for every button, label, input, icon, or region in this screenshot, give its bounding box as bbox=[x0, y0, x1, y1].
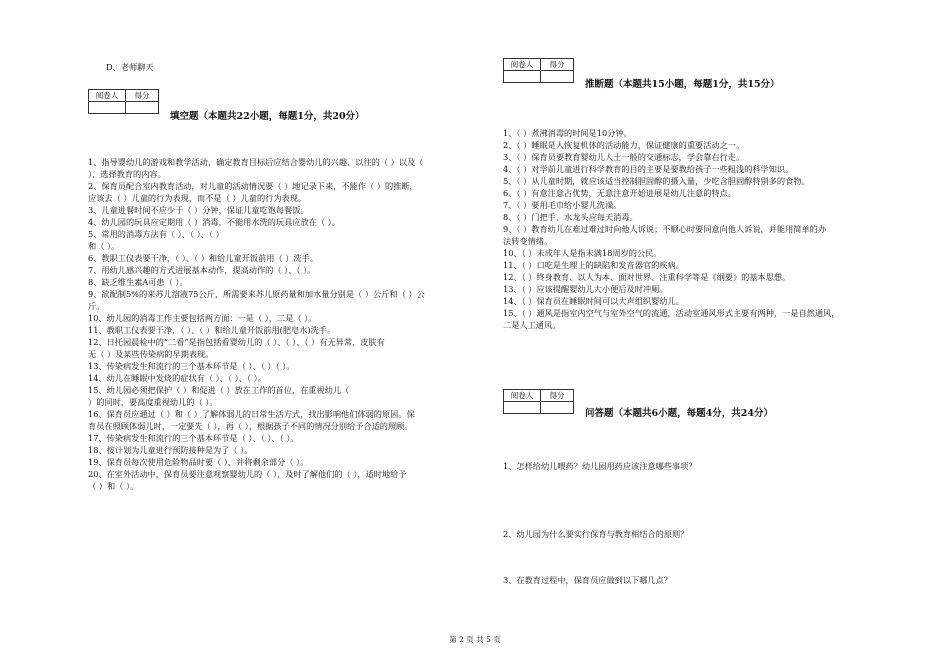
score-cell[interactable] bbox=[541, 71, 574, 83]
question-line: 13、（ ）应该提醒婴幼儿大小便后及时冲厕。 bbox=[503, 284, 668, 294]
question-line: 11、教职工仪表要干净，（ ）、（ ）和给儿童开饭前用(肥皂水)洗手。 bbox=[88, 325, 336, 335]
reviewer-label: 阅卷人 bbox=[504, 59, 541, 71]
question-line: 4、（ ）对学前儿童进行科学教育的目的主要是要教给孩子一些粗浅的科学知识。 bbox=[503, 164, 794, 174]
qa-question-3: 3、在教育过程中，保育员应做到以下哪几点？ bbox=[503, 575, 672, 585]
question-line: 斤。 bbox=[88, 301, 105, 311]
question-line: 8、（ ）门把手、水龙头应每天消毒。 bbox=[503, 212, 638, 222]
question-line: 13、传染病发生和流行的三个基本环节是（ ）、（ ）（ ）。 bbox=[88, 361, 295, 371]
question-line: 15、幼儿园必须把保护（ ）和促进（ ）放在工作的首位，在重视幼儿（ bbox=[88, 385, 350, 395]
question-line: 4、幼儿园的玩具应定期用（ ）消毒，不能用水洗的玩具应放在（ ）。 bbox=[88, 217, 340, 227]
question-line: 19、保育员每次使用危险物品时要（ ），并将剩余部分（ ）。 bbox=[88, 457, 309, 467]
score-box bbox=[88, 89, 159, 114]
judgment-questions bbox=[503, 127, 839, 331]
fill-in-questions bbox=[88, 156, 425, 492]
previous-option: D、老师聊天 bbox=[106, 62, 154, 72]
question-line: 无（ ）及某些传染病的早期表现。 bbox=[88, 349, 214, 359]
score-label: 得分 bbox=[126, 90, 159, 102]
question-line: 10、幼儿园的消毒工作主要包括两方面：一是（ ），二是（ ）。 bbox=[88, 313, 317, 323]
reviewer-cell[interactable] bbox=[504, 402, 541, 414]
score-box bbox=[503, 389, 574, 414]
question-line: 11、（ ）口吃是生理上的缺陷和发音器官的疾病。 bbox=[503, 260, 684, 270]
question-line: 14、幼儿在睡眠中发烧的症状有（ ）、（ ）、（ ）。 bbox=[88, 373, 266, 383]
question-line: 16、保育员应通过（ ）和（ ）了解体弱儿的日常生活方式，找出影响他们体弱的原因。保 bbox=[88, 409, 415, 419]
question-line: ）的同时，要高度重视幼儿的（ ）。 bbox=[88, 397, 218, 407]
question-line: 20、在室外活动中，保育员要注意观察婴幼儿的（ ），及时了解他们的（ ），适时地给予 bbox=[88, 469, 407, 479]
question-line: 1、指导婴幼儿的游戏和教学活动，确定教育目标后应结合婴幼儿的兴趣、以往的（ ）以及（ bbox=[88, 157, 424, 167]
question-line: 和（ ）。 bbox=[88, 241, 120, 251]
judgment-section-title: 推断题（本题共15小题，每题1分，共15分） bbox=[585, 79, 780, 90]
reviewer-cell[interactable] bbox=[89, 102, 126, 114]
question-line: 5、（ ）从儿童时期，就应该适当控制胆固醇的摄入量，少吃含胆固醇特别多的食物。 bbox=[503, 176, 810, 186]
qa-question-1: 1、怎样给幼儿喂药？幼儿园用药应该注意哪些事项？ bbox=[503, 461, 697, 471]
question-line: 6、（ ）有意注意占优势，无意注意开始进展是幼儿注意的特点。 bbox=[503, 188, 736, 198]
question-line: 1、（ ）煮沸消毒的时间是10分钟。 bbox=[503, 128, 632, 138]
question-line: 3、（ ）保育员要教育婴幼儿人士一般的交通标志，学会靠右行走。 bbox=[503, 152, 745, 162]
question-line: 12、（ ）终身教育、以人为本、面对世界、注重科学等是《纲要》的基本思想。 bbox=[503, 272, 791, 282]
question-line: 9、（ ）教育幼儿在难过难过时向他人诉说；不顺心时要同意向他人诉说，并能用简单的办 bbox=[503, 224, 827, 234]
question-line: 8、缺乏维生素A可患（ ）。 bbox=[88, 277, 188, 287]
question-line: 18、按计划为儿童进行预防接种是为了（ ）。 bbox=[88, 445, 253, 455]
question-line: 二是人工通风。 bbox=[503, 320, 561, 330]
question-line: 3、儿童进餐时间不应少于（ ）分钟，保证儿童吃饱每餐饭。 bbox=[88, 205, 309, 215]
question-line: 5、常用的消毒方法有（ ）、（ ）、（ ） bbox=[88, 229, 224, 239]
question-line: 6、教职工仪表要干净，（ ）、（ ）和给儿童开饭前用（ ）洗手。 bbox=[88, 253, 318, 263]
question-line: 法转变情绪。 bbox=[503, 236, 553, 246]
score-cell[interactable] bbox=[541, 402, 574, 414]
fill-in-section-title: 填空题（本题共22小题，每题1分，共20分） bbox=[170, 111, 365, 122]
question-line: 7、用幼儿感兴趣的方式进展基本动作，提高动作的（ ）、（ ）。 bbox=[88, 265, 316, 275]
page-footer: 第 2 页 共 5 页 bbox=[449, 635, 501, 644]
reviewer-label: 阅卷人 bbox=[504, 390, 541, 402]
score-box bbox=[503, 58, 574, 83]
score-label: 得分 bbox=[541, 390, 574, 402]
question-line: 2、（ ）睡眠是人恢复机体的活动能力，保证健康的重要活动之一。 bbox=[503, 140, 745, 150]
score-label: 得分 bbox=[541, 59, 574, 71]
qa-section-title: 问答题（本题共6小题，每题4分，共24分） bbox=[585, 408, 773, 419]
question-line: 12、日托园晨检中的“二看”是指包括看婴幼儿的（ ）、（ ）、（ ）有无异常，皮肤有 bbox=[88, 337, 385, 347]
question-line: 7、（ ）要用毛巾给小婴儿洗澡。 bbox=[503, 200, 622, 210]
question-line: 10、（ ）未成年人是指未满18周岁的公民。 bbox=[503, 248, 662, 258]
reviewer-cell[interactable] bbox=[504, 71, 541, 83]
question-line: （ ）和（ ）。 bbox=[88, 481, 139, 491]
question-line: 2、保育员配合室内教育活动，对儿童的活动情况要（ ）地记录下来，不能作（ ）的推断， bbox=[88, 181, 418, 191]
score-cell[interactable] bbox=[126, 102, 159, 114]
question-line: 17、传染病发生和流行的三个基本环节是（ ）、（ ）、（ ）。 bbox=[88, 433, 299, 443]
question-line: 育员在照顾体弱儿时，一定要先（ ），再（ ），根据孩子不同的情况分别给予合适的照顾。 bbox=[88, 421, 413, 431]
question-line: 应该去（ ）儿童的行为表现，而不是（ ）儿童的行为表现。 bbox=[88, 193, 307, 203]
question-line: 14、（ ）保育员在睡眠时间可以大声组织婴幼儿。 bbox=[503, 296, 684, 306]
question-line: 9、欲配制5%的来苏儿溶液75公斤，所需要来苏儿原药量和加水量分别是（ ）公斤和（ ）公 bbox=[88, 289, 425, 299]
reviewer-label: 阅卷人 bbox=[89, 90, 126, 102]
question-line: ），选择教育的内容。 bbox=[88, 169, 166, 179]
question-line: 15、（ ）通风是指室内空气与室外空气的流通，活动室通风形式主要有两种，一是自然通风， bbox=[503, 308, 840, 318]
qa-question-2: 2、幼儿园为什么要实行保育与教育相结合的原则？ bbox=[503, 529, 689, 539]
